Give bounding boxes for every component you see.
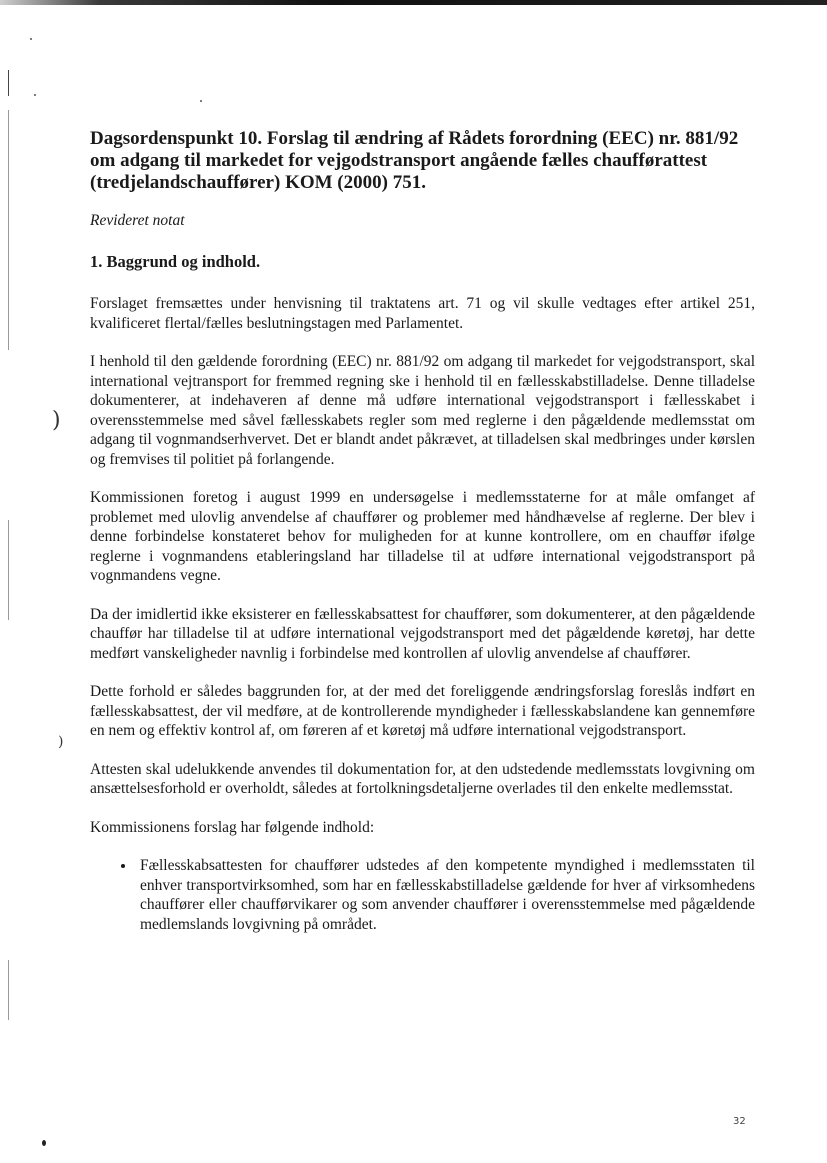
scan-mark-paren: )	[58, 734, 64, 750]
scan-margin-line	[8, 110, 9, 350]
document-title: Dagsordenspunkt 10. Forslag til ændring af Rådets forordning (EEC) nr. 881/92 om adgang til markedet for vejgodstransport angående fælles chaufførattest (tredjelandschauffører) KOM (2000) 751.	[90, 128, 739, 193]
paragraph: Dette forhold er således baggrunden for, at der med det foreliggende ændringsforslag foreslås indført en fællesskabsattest, der vil medføre, at de kontrollerende myndigheder i fællesskabslandene kan gennemføre en nem og effektiv kontrol af, om føreren af et køretøj må udføre international vejgodstransport.	[90, 683, 755, 739]
scan-speck	[42, 1140, 46, 1146]
scan-speck	[200, 100, 202, 102]
scan-speck	[30, 38, 32, 40]
paragraph: Kommissionen foretog i august 1999 en undersøgelse i medlemsstaterne for at måle omfanget af problemet med ulovlig anvendelse af chauffører og problemer med håndhævelse af reglerne. Der blev i denne forbindelse konstateret behov for muligheden for at kunne kontrollere, om en chauffør ifølge reglerne i vognmandens etableringsland har tilladelse til at udføre international vejgodstransport på vognmandens vegne.	[90, 489, 755, 584]
scan-border-top	[0, 0, 827, 5]
paragraph: Kommissionens forslag har følgende indhold:	[90, 818, 375, 836]
scan-margin-line	[8, 520, 9, 620]
bullet-list	[90, 856, 755, 934]
list-item: • Fællesskabsattesten for chauffører udstedes af den kompetente myndighed i medlemsstaten til enhver transportvirksomhed, som har en fællesskabstilladelse gældende for hver af virksomhedens chauffører eller chaufførvikarer og som anvender chauffører i overensstemmelse med pågældende medlemslands lovgivning på området.	[136, 856, 755, 934]
scan-margin-line	[8, 70, 9, 96]
document-body	[90, 128, 755, 934]
paragraph: I henhold til den gældende forordning (EEC) nr. 881/92 om adgang til markedet for vejgodstransport, skal international vejtransport for fremmed regning ske i henhold til en fællesskabstilladelse. Denne tilladelse dokumenterer, at indehaveren af denne må udføre international vejgodstransport i fællesskabet i overensstemmelse med såvel fællesskabets regler som med reglerne i den pågældende medlemsstat om adgang til vognmandserhvervet. Det er blandt andet påkrævet, at tilladelsen skal medbringes under kørslen og fremvises til politiet på forlangende.	[90, 353, 755, 468]
page-number: 32	[733, 1116, 746, 1127]
paragraph: Forslaget fremsættes under henvisning til traktatens art. 71 og vil skulle vedtages efter artikel 251, kvalificeret flertal/fælles beslutningstagen med Parlamentet.	[90, 295, 755, 332]
section-heading: 1. Baggrund og indhold.	[90, 252, 261, 271]
scan-margin-line	[8, 960, 9, 1020]
scan-speck	[34, 94, 36, 96]
paragraph: Da der imidlertid ikke eksisterer en fællesskabsattest for chauffører, som dokumenterer, at den pågældende chauffør har tilladelse til at udføre international vejgodstransport med det pågældende køretøj, har dette medført vanskeligheder navnlig i forbindelse med kontrollen af ulovlig anvendelse af chauffører.	[90, 605, 755, 662]
document-subtitle: Revideret notat	[90, 212, 185, 229]
scan-mark-paren: )	[52, 408, 61, 433]
paragraph: Attesten skal udelukkende anvendes til dokumentation for, at den udstedende medlemsstats lovgivning om ansættelsesforhold er overholdt, således at fortolkningsdetaljerne overlades til den enkelte medlemsstat.	[90, 760, 755, 797]
